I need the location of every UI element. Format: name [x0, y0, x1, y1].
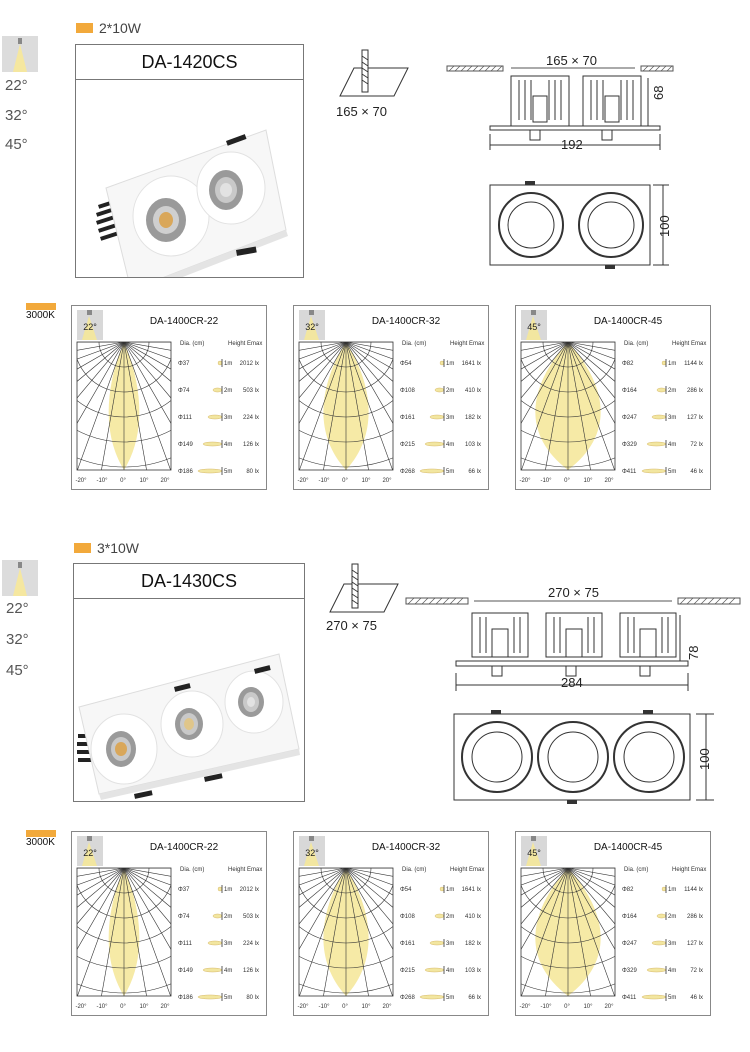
height-value: 1m	[446, 887, 455, 893]
lux-value: 127 lx	[686, 941, 703, 947]
dia-value: Φ37	[178, 361, 190, 367]
height-value: 3m	[668, 415, 677, 421]
lux-value: 286 lx	[686, 388, 703, 394]
lux-value: 224 lx	[242, 941, 259, 947]
axis-tick-label: 20°	[382, 1004, 392, 1010]
height-value: 3m	[224, 941, 233, 947]
dim-top: 165 × 70	[546, 53, 597, 68]
lux-value: 182 lx	[464, 415, 481, 421]
lux-value: 286 lx	[686, 914, 703, 920]
dia-value: Φ74	[178, 914, 190, 920]
dia-value: Φ164	[622, 388, 637, 394]
dia-value: Φ411	[622, 995, 637, 1001]
lux-value: 1641 lx	[461, 361, 481, 367]
dia-value: Φ164	[622, 914, 637, 920]
angle-badge-label: 45°	[527, 848, 541, 858]
height-value: 2m	[446, 388, 455, 394]
height-value: 5m	[224, 469, 233, 475]
dim-height: 78	[686, 645, 701, 660]
spot-ellipse	[425, 968, 444, 972]
dia-value: Φ215	[400, 442, 415, 448]
dia-value: Φ111	[178, 415, 192, 421]
product-image	[76, 80, 303, 277]
spot-ellipse	[213, 914, 222, 918]
spot-ellipse	[642, 469, 666, 473]
height-value: 2m	[668, 914, 677, 920]
lux-value: 503 lx	[242, 388, 259, 394]
axis-tick-label: -20°	[75, 1004, 87, 1010]
axis-tick-label: 20°	[604, 478, 614, 484]
lux-value: 72 lx	[690, 442, 703, 448]
spot-ellipse	[657, 388, 666, 392]
angle-badge-label: 32°	[305, 322, 319, 332]
axis-tick-label: 10°	[583, 478, 593, 484]
angle-option: 32°	[6, 631, 29, 648]
height-value: 1m	[668, 361, 677, 367]
dim-height: 68	[651, 85, 666, 100]
dim-width: 192	[561, 137, 583, 152]
lux-value: 103 lx	[464, 442, 481, 448]
height-value: 3m	[668, 941, 677, 947]
height-value: 4m	[668, 442, 677, 448]
lux-value: 66 lx	[468, 995, 481, 1001]
axis-tick-label: -20°	[75, 478, 87, 484]
angle-option: 45°	[5, 136, 28, 153]
lux-value: 103 lx	[464, 968, 481, 974]
spot-ellipse	[425, 442, 444, 446]
product-card	[75, 44, 304, 278]
cutout-icon	[336, 46, 416, 101]
product-card	[73, 563, 305, 802]
power-label: 3*10W	[74, 540, 139, 556]
beam-model: DA-1400CR-32	[371, 842, 441, 853]
axis-tick-label: 20°	[382, 478, 392, 484]
photometric-chart	[294, 832, 488, 1015]
dia-value: Φ268	[400, 469, 415, 475]
dia-header: Dia. (cm)	[402, 867, 427, 873]
dia-value: Φ247	[622, 941, 637, 947]
axis-tick-label: -10°	[318, 1004, 330, 1010]
height-value: 5m	[668, 995, 677, 1001]
axis-tick-label: -10°	[96, 478, 108, 484]
spot-ellipse	[208, 415, 222, 419]
dia-value: Φ215	[400, 968, 415, 974]
spot-ellipse	[218, 887, 222, 891]
axis-tick-label: -10°	[318, 478, 330, 484]
lux-value: 126 lx	[242, 968, 259, 974]
spot-ellipse	[652, 415, 666, 419]
spot-ellipse	[435, 388, 444, 392]
height-header: Height Emax	[228, 341, 263, 347]
axis-tick-label: 10°	[361, 478, 371, 484]
photometric-chart	[72, 306, 266, 489]
dia-header: Dia. (cm)	[180, 341, 205, 347]
lux-value: 80 lx	[246, 469, 259, 475]
axis-tick-label: 20°	[160, 478, 170, 484]
lux-value: 1641 lx	[461, 887, 481, 893]
axis-tick-label: 0°	[120, 478, 126, 484]
lux-value: 503 lx	[242, 914, 259, 920]
photometric-panel	[515, 831, 711, 1016]
dia-header: Dia. (cm)	[624, 867, 649, 873]
product-model: DA-1420CS	[76, 45, 303, 80]
height-value: 5m	[224, 995, 233, 1001]
dia-value: Φ108	[400, 388, 415, 394]
color-swatch	[76, 23, 93, 33]
axis-tick-label: -20°	[519, 1004, 531, 1010]
beam-model: DA-1400CR-22	[149, 316, 219, 327]
beam-model: DA-1400CR-45	[593, 842, 663, 853]
angle-badge-label: 22°	[83, 848, 97, 858]
lux-value: 1144 lx	[684, 887, 703, 893]
axis-tick-label: -10°	[540, 1004, 552, 1010]
axis-tick-label: 10°	[583, 1004, 593, 1010]
spot-ellipse	[657, 914, 666, 918]
beam-model: DA-1400CR-22	[149, 842, 219, 853]
dia-value: Φ268	[400, 995, 415, 1001]
lux-value: 1144 lx	[684, 361, 703, 367]
dia-value: Φ82	[622, 361, 634, 367]
spot-ellipse	[647, 968, 666, 972]
dia-value: Φ108	[400, 914, 415, 920]
axis-tick-label: 0°	[342, 478, 348, 484]
height-value: 4m	[446, 442, 455, 448]
lux-value: 126 lx	[242, 442, 259, 448]
spot-ellipse	[198, 469, 222, 473]
dia-value: Φ54	[400, 361, 412, 367]
lux-value: 46 lx	[690, 469, 703, 475]
cct-label: 3000K	[26, 830, 56, 848]
axis-tick-label: -10°	[540, 478, 552, 484]
height-value: 4m	[446, 968, 455, 974]
beam-model: DA-1400CR-45	[593, 316, 663, 327]
dim-depth: 100	[657, 215, 672, 237]
angle-badge-label: 45°	[527, 322, 541, 332]
spot-ellipse	[430, 941, 444, 945]
spot-ellipse	[440, 361, 444, 365]
lux-value: 80 lx	[246, 995, 259, 1001]
spot-ellipse	[647, 442, 666, 446]
cct-swatch	[26, 830, 56, 837]
angle-option: 22°	[6, 600, 29, 617]
axis-tick-label: -20°	[297, 478, 309, 484]
lux-value: 66 lx	[468, 469, 481, 475]
dia-value: Φ149	[178, 968, 193, 974]
photometric-panel	[71, 305, 267, 490]
spot-ellipse	[440, 887, 444, 891]
spot-ellipse	[218, 361, 222, 365]
lux-value: 46 lx	[690, 995, 703, 1001]
lux-value: 127 lx	[686, 415, 703, 421]
dia-value: Φ247	[622, 415, 637, 421]
height-value: 1m	[668, 887, 677, 893]
beam-angle-icon	[2, 36, 38, 72]
lux-value: 72 lx	[690, 968, 703, 974]
spot-ellipse	[652, 941, 666, 945]
height-value: 4m	[224, 968, 233, 974]
photometric-panel	[293, 831, 489, 1016]
spot-ellipse	[642, 995, 666, 999]
height-value: 2m	[224, 914, 233, 920]
axis-tick-label: -20°	[519, 478, 531, 484]
height-value: 4m	[224, 442, 233, 448]
dia-value: Φ37	[178, 887, 190, 893]
height-header: Height Emax	[450, 867, 485, 873]
dia-value: Φ111	[178, 941, 192, 947]
photometric-panel	[71, 831, 267, 1016]
color-swatch	[74, 543, 91, 553]
height-value: 2m	[668, 388, 677, 394]
cutout-size: 165 × 70	[336, 104, 387, 119]
lux-value: 2012 lx	[239, 361, 259, 367]
axis-tick-label: 0°	[564, 478, 570, 484]
spot-ellipse	[662, 887, 666, 891]
spot-ellipse	[420, 469, 444, 473]
height-value: 5m	[446, 995, 455, 1001]
power-label: 2*10W	[76, 20, 141, 36]
height-value: 3m	[446, 415, 455, 421]
angle-badge-label: 32°	[305, 848, 319, 858]
spot-ellipse	[435, 914, 444, 918]
axis-tick-label: 10°	[139, 1004, 149, 1010]
dia-value: Φ74	[178, 388, 190, 394]
dia-header: Dia. (cm)	[180, 867, 205, 873]
angle-option: 32°	[5, 107, 28, 124]
dia-header: Dia. (cm)	[624, 341, 649, 347]
angle-option: 45°	[6, 662, 29, 679]
height-value: 1m	[224, 361, 233, 367]
axis-tick-label: 10°	[139, 478, 149, 484]
product-model: DA-1430CS	[74, 564, 304, 599]
axis-tick-label: 0°	[564, 1004, 570, 1010]
dia-value: Φ329	[622, 968, 637, 974]
spot-ellipse	[662, 361, 666, 365]
photometric-chart	[516, 306, 710, 489]
dia-value: Φ411	[622, 469, 637, 475]
angle-badge-label: 22°	[83, 322, 97, 332]
spot-ellipse	[420, 995, 444, 999]
dia-value: Φ54	[400, 887, 412, 893]
lux-value: 410 lx	[464, 914, 481, 920]
beam-model: DA-1400CR-32	[371, 316, 441, 327]
dim-width: 284	[561, 675, 583, 690]
photometric-panel	[293, 305, 489, 490]
height-value: 5m	[668, 469, 677, 475]
height-value: 5m	[446, 469, 455, 475]
height-value: 3m	[224, 415, 233, 421]
axis-tick-label: -10°	[96, 1004, 108, 1010]
dia-value: Φ161	[400, 941, 415, 947]
axis-tick-label: 10°	[361, 1004, 371, 1010]
axis-tick-label: 20°	[160, 1004, 170, 1010]
cutout-icon	[326, 560, 406, 618]
photometric-panel	[515, 305, 711, 490]
spot-ellipse	[213, 388, 222, 392]
spot-ellipse	[203, 968, 222, 972]
cutout-size: 270 × 75	[326, 618, 377, 633]
lux-value: 224 lx	[242, 415, 259, 421]
cct-label: 3000K	[26, 303, 56, 321]
spot-ellipse	[203, 442, 222, 446]
axis-tick-label: -20°	[297, 1004, 309, 1010]
height-header: Height Emax	[672, 341, 707, 347]
height-value: 4m	[668, 968, 677, 974]
photometric-chart	[72, 832, 266, 1015]
dia-value: Φ186	[178, 995, 193, 1001]
dim-top: 270 × 75	[548, 585, 599, 600]
height-value: 2m	[446, 914, 455, 920]
height-value: 1m	[446, 361, 455, 367]
spot-ellipse	[198, 995, 222, 999]
height-value: 3m	[446, 941, 455, 947]
dia-value: Φ186	[178, 469, 193, 475]
front-view-drawing	[485, 175, 675, 275]
height-header: Height Emax	[228, 867, 263, 873]
axis-tick-label: 0°	[120, 1004, 126, 1010]
height-value: 1m	[224, 887, 233, 893]
spot-ellipse	[208, 941, 222, 945]
photometric-chart	[516, 832, 710, 1015]
photometric-chart	[294, 306, 488, 489]
height-value: 2m	[224, 388, 233, 394]
dia-value: Φ161	[400, 415, 415, 421]
lux-value: 410 lx	[464, 388, 481, 394]
height-header: Height Emax	[450, 341, 485, 347]
axis-tick-label: 20°	[604, 1004, 614, 1010]
cct-swatch	[26, 303, 56, 310]
dia-value: Φ149	[178, 442, 193, 448]
product-image	[74, 599, 304, 801]
beam-angle-icon	[2, 560, 38, 596]
dia-value: Φ329	[622, 442, 637, 448]
dia-header: Dia. (cm)	[402, 341, 427, 347]
axis-tick-label: 0°	[342, 1004, 348, 1010]
dia-value: Φ82	[622, 887, 634, 893]
front-view-drawing	[450, 710, 720, 810]
dim-depth: 100	[697, 748, 712, 770]
spot-ellipse	[430, 415, 444, 419]
angle-option: 22°	[5, 77, 28, 94]
lux-value: 182 lx	[464, 941, 481, 947]
lux-value: 2012 lx	[239, 887, 259, 893]
height-header: Height Emax	[672, 867, 707, 873]
